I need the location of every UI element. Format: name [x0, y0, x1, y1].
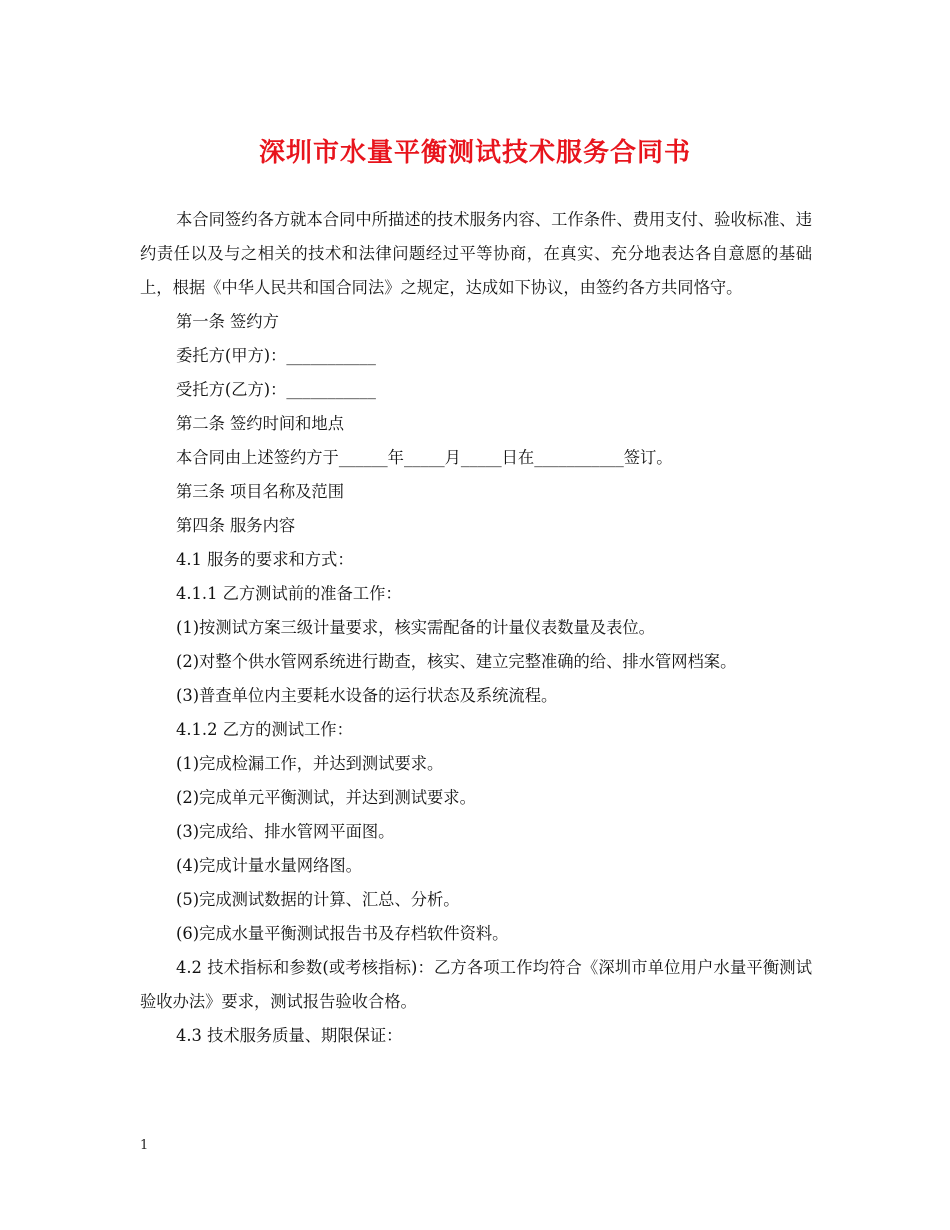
paragraph: 第四条 服务内容 [176, 516, 296, 535]
paragraph: 受托方(乙方)：___________ [176, 380, 376, 399]
paragraph: 本合同签约各方就本合同中所描述的技术服务内容、工作条件、费用支付、验收标准、违约责任以及与之相关的技术和法律问题经过平等协商，在真实、充分地表达各自意愿的基础上，根据《中华人民共和国合同法》之规定，达成如下协议，由签约各方共同恪守。 [140, 210, 812, 297]
paragraph: 4.1.2 乙方的测试工作： [176, 720, 353, 739]
paragraph: (3)普查单位内主要耗水设备的运行状态及系统流程。 [176, 686, 558, 705]
paragraph: (1)完成检漏工作，并达到测试要求。 [176, 754, 444, 773]
paragraph: (6)完成水量平衡测试报告书及存档软件资料。 [176, 924, 509, 943]
document-body [140, 203, 812, 1053]
paragraph: 4.3 技术服务质量、期限保证： [176, 1026, 403, 1045]
paragraph: 4.1.1 乙方测试前的准备工作： [176, 584, 402, 603]
paragraph: (1)按测试方案三级计量要求，核实需配备的计量仪表数量及表位。 [176, 618, 655, 637]
paragraph: 第一条 签约方 [176, 312, 279, 331]
paragraph: 4.1 服务的要求和方式： [176, 550, 354, 569]
paragraph: 4.2 技术指标和参数(或考核指标)：乙方各项工作均符合《深圳市单位用户水量平衡测试验收办法》要求，测试报告验收合格。 [140, 958, 812, 1011]
paragraph: (2)完成单元平衡测试，并达到测试要求。 [176, 788, 476, 807]
paragraph: 第二条 签约时间和地点 [176, 414, 344, 433]
paragraph: 第三条 项目名称及范围 [176, 482, 344, 501]
paragraph: (4)完成计量水量网络图。 [176, 856, 362, 875]
paragraph: 本合同由上述签约方于______年_____月_____日在___________签订。 [176, 448, 673, 467]
page-number: 1 [140, 1138, 149, 1153]
paragraph: (5)完成测试数据的计算、汇总、分析。 [176, 890, 460, 909]
document-title: 深圳市水量平衡测试技术服务合同书 [258, 138, 691, 168]
paragraph: 委托方(甲方)：___________ [176, 346, 376, 365]
paragraph: (3)完成给、排水管网平面图。 [176, 822, 395, 841]
paragraph: (2)对整个供水管网系统进行勘查，核实、建立完整准确的给、排水管网档案。 [176, 652, 737, 671]
